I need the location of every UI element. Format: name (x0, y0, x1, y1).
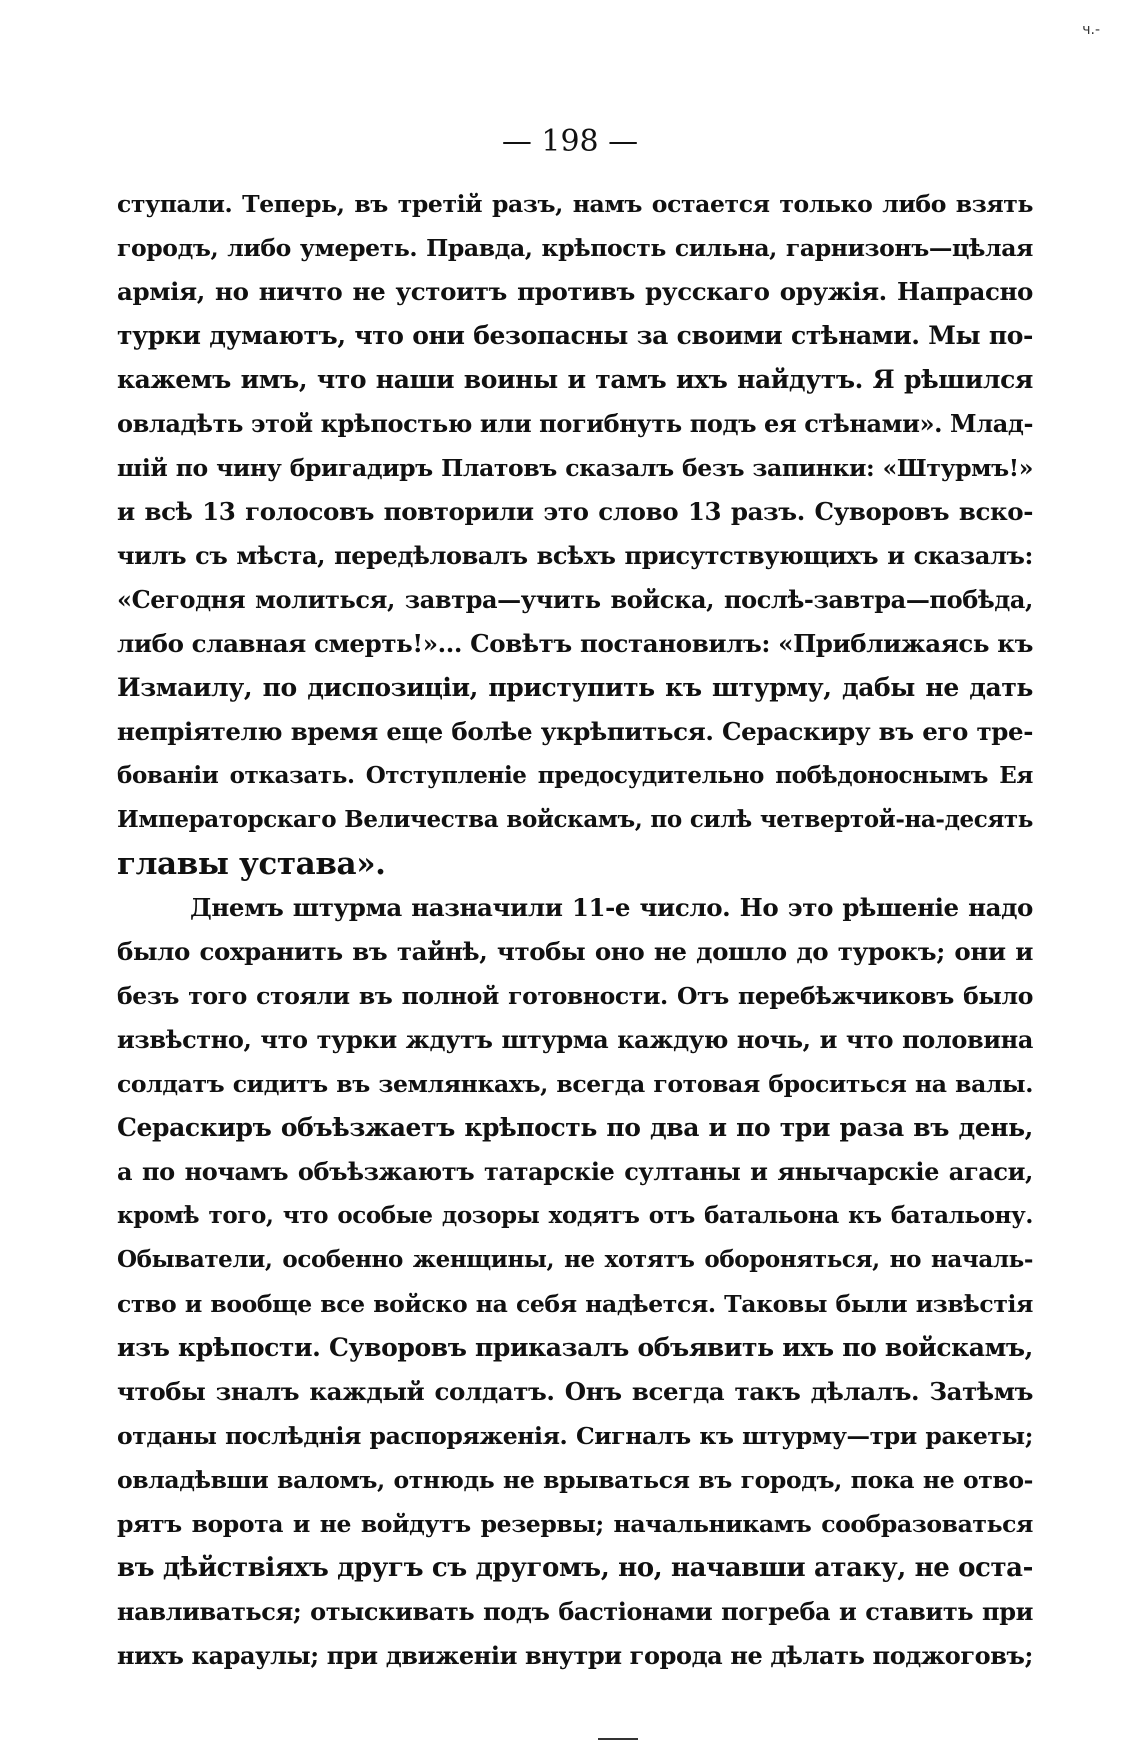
text-line: ступали. Теперь, въ третій разъ, намъ остается только либо взять (117, 190, 1033, 218)
text-line: шій по чину бригадиръ Платовъ сказалъ безъ запинки: «Штурмъ!» (117, 454, 1033, 482)
page-number: — 198 — (501, 124, 639, 159)
text-line: навливаться; отыскивать подъ бастіонами погреба и ставить при (117, 1597, 1033, 1626)
text-line: непріятелю время еще болѣе укрѣпиться. Сераскиру въ его тре- (117, 717, 1033, 746)
text-line: либо славная смерть!»... Совѣтъ постановилъ: «Приближаясь къ (117, 629, 1033, 658)
text-line: солдатъ сидитъ въ землянкахъ, всегда готовая броситься на валы. (117, 1070, 1033, 1098)
text-line: нихъ караулы; при движеніи внутри города не дѣлать поджоговъ; (117, 1641, 1033, 1670)
text-line: Измаилу, по диспозиціи, приступить къ штурму, дабы не дать (117, 673, 1033, 702)
footer-rule (598, 1738, 638, 1740)
text-line: Сераскиръ объѣзжаетъ крѣпость по два и по три раза въ день, (117, 1113, 1033, 1142)
text-line: главы устава». (117, 846, 386, 882)
text-line: рятъ ворота и не войдутъ резервы; начальникамъ сообразоваться (117, 1510, 1033, 1538)
text-line: Обыватели, особенно женщины, не хотятъ обороняться, но началь- (117, 1246, 1033, 1273)
text-line: бованіи отказать. Отступленіе предосудительно побѣдоноснымъ Ея (117, 762, 1033, 789)
text-line: было сохранить въ тайнѣ, чтобы оно не дошло до турокъ; они и (117, 937, 1033, 966)
paragraph-1 (117, 182, 1033, 886)
text-block (117, 182, 1033, 1678)
text-line: овладѣть этой крѣпостью или погибнуть подъ ея стѣнами». Млад- (117, 409, 1033, 438)
paragraph-2 (117, 886, 1033, 1678)
text-line: «Сегодня молиться, завтра—учить войска, послѣ-завтра—побѣда, (117, 585, 1033, 614)
text-line: извѣстно, что турки ждутъ штурма каждую ночь, и что половина (117, 1025, 1033, 1054)
text-line: овладѣвши валомъ, отнюдь не врываться въ городъ, пока не отво- (117, 1466, 1033, 1494)
text-line: чилъ съ мѣста, передѣловалъ всѣхъ присутствующихъ и сказалъ: (117, 541, 1033, 570)
corner-mark: ч.- (1082, 22, 1100, 38)
text-line: ство и вообще все войско на себя надѣется. Таковы были извѣстія (117, 1290, 1033, 1318)
text-line: армія, но ничто не устоитъ противъ русскаго оружія. Напрасно (117, 277, 1033, 306)
text-line: кажемъ имъ, что наши воины и тамъ ихъ найдутъ. Я рѣшился (117, 365, 1033, 394)
text-line: отданы послѣднія распоряженія. Сигналъ къ штурму—три ракеты; (117, 1422, 1033, 1450)
text-line: изъ крѣпости. Суворовъ приказалъ объявить ихъ по войскамъ, (117, 1333, 1033, 1362)
text-line: а по ночамъ объѣзжаютъ татарскіе султаны и янычарскіе агаси, (117, 1157, 1033, 1186)
text-line: и всѣ 13 голосовъ повторили это слово 13 разъ. Суворовъ вско- (117, 497, 1033, 526)
text-line: чтобы зналъ каждый солдатъ. Онъ всегда такъ дѣлалъ. Затѣмъ (117, 1377, 1033, 1406)
text-line: Днемъ штурма назначили 11-е число. Но это рѣшеніе надо (190, 893, 1033, 922)
text-line: турки думаютъ, что они безопасны за своими стѣнами. Мы по- (117, 321, 1033, 350)
text-line: безъ того стояли въ полной готовности. Отъ перебѣжчиковъ было (117, 982, 1033, 1010)
text-line: городъ, либо умереть. Правда, крѣпость сильна, гарнизонъ—цѣлая (117, 234, 1033, 262)
text-line: Императорскаго Величества войскамъ, по силѣ четвертой-на-десять (117, 806, 1033, 833)
text-line: кромѣ того, что особые дозоры ходятъ отъ батальона къ батальону. (117, 1202, 1033, 1229)
text-line: въ дѣйствіяхъ другъ съ другомъ, но, начавши атаку, не оста- (117, 1553, 1033, 1583)
